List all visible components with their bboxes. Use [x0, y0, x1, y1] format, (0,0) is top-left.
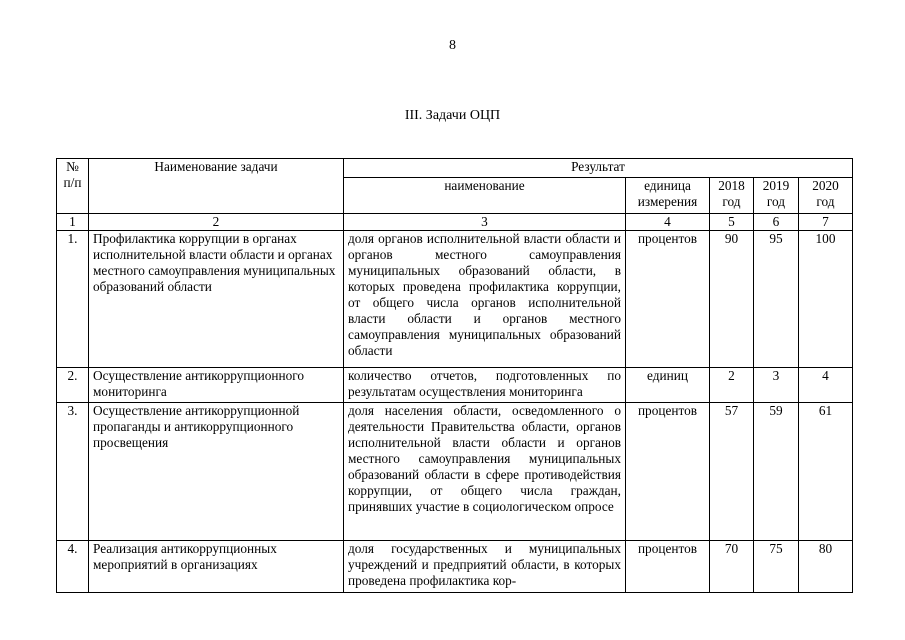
row-value-2018: 90 — [710, 231, 754, 368]
row-unit: процентов — [626, 541, 710, 593]
row-value-2018: 70 — [710, 541, 754, 593]
row-num: 1. — [57, 231, 89, 368]
table-row — [57, 403, 853, 541]
row-value-2019: 75 — [754, 541, 799, 593]
section-title: III. Задачи ОЦП — [404, 108, 501, 123]
row-unit: процентов — [626, 403, 710, 541]
column-number: 1 — [57, 214, 89, 231]
row-indicator: доля органов исполнительной власти области и органов местного самоуправления муниципальных образований области, в которых проведена профилактика коррупции, от общего числа органов исполнительной власти области и органов местного самоуправления муниципальных образований области — [344, 231, 626, 368]
row-value-2020: 4 — [799, 368, 853, 403]
row-value-2018: 2 — [710, 368, 754, 403]
row-value-2020: 61 — [799, 403, 853, 541]
column-number: 5 — [710, 214, 754, 231]
row-num: 3. — [57, 403, 89, 541]
row-task: Осуществление антикоррупционного мониторинга — [89, 368, 344, 403]
row-value-2020: 100 — [799, 231, 853, 368]
column-number: 6 — [754, 214, 799, 231]
row-value-2019: 95 — [754, 231, 799, 368]
row-value-2019: 59 — [754, 403, 799, 541]
header-unit: единица измерения — [626, 178, 710, 214]
header-row-1 — [57, 159, 853, 178]
table-row — [57, 231, 853, 368]
row-indicator: доля населения области, осведомленного о деятельности Правительства области, органов исполнительной власти области и органов местного самоуправления муниципальных образований области в сфере противодействия коррупции, от общего числа граждан, принявших участие в социологическом опросе — [344, 403, 626, 541]
table-row — [57, 541, 853, 593]
column-number: 3 — [344, 214, 626, 231]
page-number: 8 — [449, 38, 456, 53]
column-number-row — [57, 214, 853, 231]
row-indicator: количество отчетов, подготовленных по результатам осуществления мониторинга — [344, 368, 626, 403]
row-unit: процентов — [626, 231, 710, 368]
header-result: Результат — [344, 159, 853, 178]
row-num: 2. — [57, 368, 89, 403]
column-number: 7 — [799, 214, 853, 231]
tasks-table — [56, 158, 853, 593]
row-task: Осуществление антикоррупционной пропаганды и антикоррупционного просвещения — [89, 403, 344, 541]
header-num: № п/п — [57, 159, 89, 214]
row-num: 4. — [57, 541, 89, 593]
column-number: 4 — [626, 214, 710, 231]
row-indicator: доля государственных и муниципальных учреждений и предприятий области, в которых проведена профилактика кор- — [344, 541, 626, 593]
row-task: Профилактика коррупции в органах исполнительной власти области и органах местного самоуправления муниципальных образований области — [89, 231, 344, 368]
header-year-2020: 2020 год — [799, 178, 853, 214]
row-unit: единиц — [626, 368, 710, 403]
header-year-2018: 2018 год — [710, 178, 754, 214]
row-task: Реализация антикоррупционных мероприятий в организациях — [89, 541, 344, 593]
header-task: Наименование задачи — [89, 159, 344, 214]
header-year-2019: 2019 год — [754, 178, 799, 214]
row-value-2018: 57 — [710, 403, 754, 541]
header-indicator-name: наименование — [344, 178, 626, 214]
column-number: 2 — [89, 214, 344, 231]
row-value-2020: 80 — [799, 541, 853, 593]
row-value-2019: 3 — [754, 368, 799, 403]
table-row — [57, 368, 853, 403]
